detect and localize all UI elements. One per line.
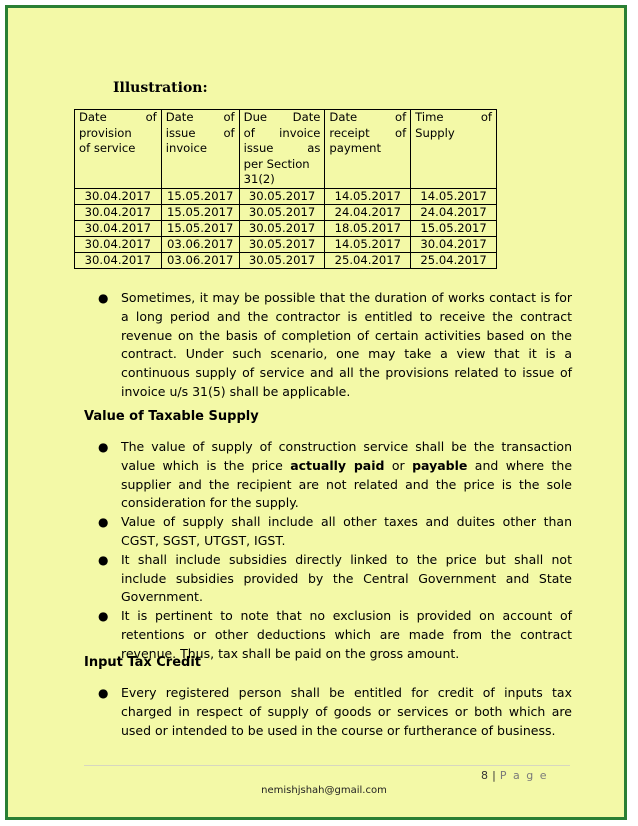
- table-cell: 30.04.2017: [411, 236, 497, 252]
- emphasis-payable: payable: [412, 457, 468, 473]
- time-of-supply-table: [74, 109, 497, 269]
- author-email: nemishjshah@gmail.com: [261, 785, 387, 796]
- page-number: 8 | P a g e: [480, 769, 548, 782]
- illustration-heading: Illustration:: [113, 80, 208, 96]
- input-tax-credit-list: [84, 684, 572, 740]
- table-row: [75, 188, 497, 204]
- list-item: ● Value of supply shall include all other taxes and duites other than CGST, SGST, UTGST, IGST.: [98, 514, 572, 548]
- footer-divider: [84, 765, 570, 766]
- table-header-row: [75, 110, 497, 189]
- table-cell: 14.05.2017: [325, 188, 411, 204]
- value-of-supply-list: [84, 438, 572, 664]
- table-cell: 30.04.2017: [75, 252, 162, 268]
- bullet-dot-icon: ●: [98, 440, 109, 454]
- document-page: [5, 5, 627, 820]
- header-cell-receipt-payment: Date of receipt of payment: [325, 110, 411, 189]
- continuous-supply-list: [84, 289, 572, 402]
- table-cell: 15.05.2017: [411, 220, 497, 236]
- table-cell: 15.05.2017: [161, 188, 239, 204]
- header-cell-issue-invoice: Date of issue of invoice: [161, 110, 239, 189]
- table-cell: 15.05.2017: [161, 220, 239, 236]
- section-title-value-of-taxable-supply: Value of Taxable Supply: [84, 409, 259, 424]
- header-cell-provision: Date of provision of service: [75, 110, 162, 189]
- bullet-dot-icon: ●: [98, 686, 109, 700]
- table-cell: 30.04.2017: [75, 236, 162, 252]
- table-cell: 15.05.2017: [161, 204, 239, 220]
- table-row: [75, 252, 497, 268]
- table-cell: 18.05.2017: [325, 220, 411, 236]
- table-row: [75, 204, 497, 220]
- table-cell: 30.05.2017: [239, 252, 325, 268]
- table-cell: 24.04.2017: [325, 204, 411, 220]
- table-cell: 30.05.2017: [239, 236, 325, 252]
- table-row: [75, 236, 497, 252]
- table-cell: 30.04.2017: [75, 188, 162, 204]
- header-cell-time-of-supply: Time of Supply: [411, 110, 497, 189]
- emphasis-actually-paid: actually paid: [290, 457, 385, 473]
- bullet-dot-icon: ●: [98, 552, 109, 567]
- table-cell: 14.05.2017: [325, 236, 411, 252]
- table-cell: 30.05.2017: [239, 188, 325, 204]
- table-cell: 24.04.2017: [411, 204, 497, 220]
- list-item: ● The value of supply of construction service shall be the transaction value which is the price actually paid or payable and where the supplier and the recipient are not related and the price is the sole consideration for the supply.: [98, 439, 573, 511]
- table-cell: 03.06.2017: [161, 236, 239, 252]
- table-cell: 30.05.2017: [239, 204, 325, 220]
- bullet-dot-icon: ●: [98, 515, 109, 530]
- list-item: ● Every registered person shall be entitled for credit of inputs tax charged in respect of supply of goods or services or both which are used or intended to be used in the course or furtherance of business.: [98, 685, 572, 738]
- list-item: ● It is pertinent to note that no exclusion is provided on account of retentions or other deductions which are made from the contract revenue. Thus, tax shall be paid on the gross amount.: [98, 608, 572, 661]
- table-cell: 30.05.2017: [239, 220, 325, 236]
- header-cell-due-date: Due Date of invoice issue as per Section 31(2): [239, 110, 325, 189]
- table-cell: 14.05.2017: [411, 188, 497, 204]
- table-cell: 30.04.2017: [75, 204, 162, 220]
- table-row: [75, 220, 497, 236]
- bullet-dot-icon: ●: [98, 609, 109, 624]
- table-cell: 03.06.2017: [161, 252, 239, 268]
- table-cell: 25.04.2017: [411, 252, 497, 268]
- list-item: ● It shall include subsidies directly linked to the price but shall not include subsidies provided by the Central Government and State Government.: [98, 551, 572, 605]
- list-item: ● Sometimes, it may be possible that the duration of works contact is for a long period and the contractor is entitled to receive the contract revenue on the basis of completion of certain activities based on the contract. Under such scenario, one may take a view that it is a continuous supply of service and all the provisions related to issue of invoice u/s 31(5) shall be applicable.: [98, 290, 572, 399]
- table-cell: 30.04.2017: [75, 220, 162, 236]
- table-cell: 25.04.2017: [325, 252, 411, 268]
- bullet-dot-icon: ●: [98, 291, 109, 305]
- section-title-input-tax-credit: Input Tax Credit: [84, 655, 202, 670]
